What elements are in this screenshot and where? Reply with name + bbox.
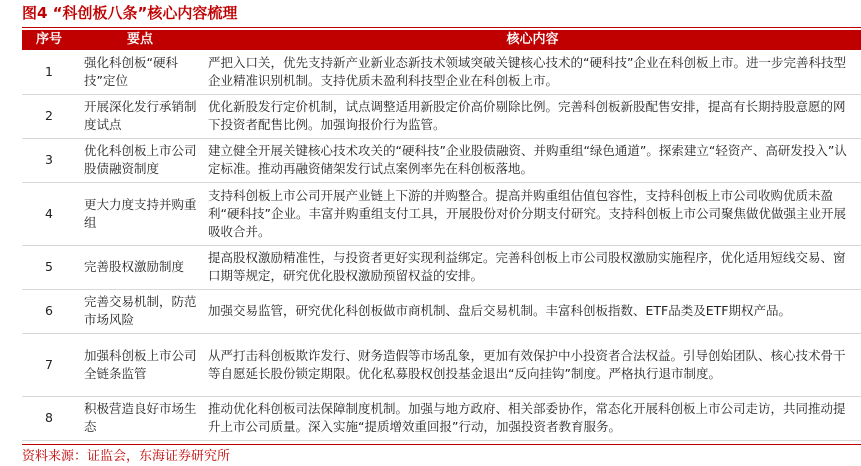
row-number: 3 <box>22 138 76 182</box>
row-point: 完善交易机制，防范市场风险 <box>76 289 204 333</box>
row-number: 8 <box>22 396 76 440</box>
table-row <box>22 396 861 440</box>
row-point: 积极营造良好市场生态 <box>76 396 204 440</box>
table-row <box>22 245 861 289</box>
row-point: 完善股权激励制度 <box>76 245 204 289</box>
row-content: 提高股权激励精准性，与投资者更好实现利益绑定。完善科创板上市公司股权激励实施程序，优化适用短线交易、窗口期等规定，研究优化股权激励预留权益的安排。 <box>204 245 861 289</box>
row-number: 1 <box>22 50 76 94</box>
table-row <box>22 333 861 396</box>
row-point: 开展深化发行承销制度试点 <box>76 94 204 138</box>
figure-title: 图4 “科创板八条”核心内容梳理 <box>22 4 238 22</box>
content-table <box>22 30 861 441</box>
row-content: 建立健全开展关键核心技术攻关的“硬科技”企业股债融资、并购重组“绿色通道”。探索建立“轻资产、高研发投入”认定标准。推动再融资储架发行试点案例率先在科创板落地。 <box>204 138 861 182</box>
table-header-row <box>22 30 861 50</box>
header-content: 核心内容 <box>204 30 861 50</box>
row-point: 更大力度支持并购重组 <box>76 182 204 245</box>
row-content: 支持科创板上市公司开展产业链上下游的并购整合。提高并购重组估值包容性，支持科创板上市公司收购优质未盈利“硬科技”企业。丰富并购重组支付工具，开展股份对价分期支付研究。支持科创板上市公司聚焦做优做强主业开展吸收合并。 <box>204 182 861 245</box>
header-no: 序号 <box>22 30 76 50</box>
table-row <box>22 94 861 138</box>
table-row <box>22 50 861 94</box>
row-number: 4 <box>22 182 76 245</box>
row-content: 加强交易监管，研究优化科创板做市商机制、盘后交易机制。丰富科创板指数、ETF品类及ETF期权产品。 <box>204 289 861 333</box>
row-content: 严把入口关，优先支持新产业新业态新技术领域突破关键核心技术的“硬科技”企业在科创板上市。进一步完善科技型企业精准识别机制。支持优质未盈利科技型企业在科创板上市。 <box>204 50 861 94</box>
bottom-divider <box>22 444 861 445</box>
row-content: 优化新股发行定价机制，试点调整适用新股定价高价剔除比例。完善科创板新股配售安排，提高有长期持股意愿的网下投资者配售比例。加强询报价行为监管。 <box>204 94 861 138</box>
header-point: 要点 <box>76 30 204 50</box>
row-number: 5 <box>22 245 76 289</box>
row-number: 2 <box>22 94 76 138</box>
row-number: 7 <box>22 333 76 396</box>
table-row <box>22 182 861 245</box>
row-content: 从严打击科创板欺诈发行、财务造假等市场乱象，更加有效保护中小投资者合法权益。引导创始团队、核心技术骨干等自愿延长股份锁定期限。优化私募股权创投基金退出“反向挂钩”制度。严格执行退市制度。 <box>204 333 861 396</box>
row-point: 强化科创板“硬科技”定位 <box>76 50 204 94</box>
row-number: 6 <box>22 289 76 333</box>
table-row <box>22 289 861 333</box>
row-point: 优化科创板上市公司股债融资制度 <box>76 138 204 182</box>
source-note: 资料来源：证监会，东海证券研究所 <box>22 449 231 464</box>
row-content: 推动优化科创板司法保障制度机制。加强与地方政府、相关部委协作，常态化开展科创板上市公司走访，共同推动提升上市公司质量。深入实施“提质增效重回报”行动，加强投资者教育服务。 <box>204 396 861 440</box>
table-row <box>22 138 861 182</box>
title-divider <box>22 27 861 28</box>
row-point: 加强科创板上市公司全链条监管 <box>76 333 204 396</box>
